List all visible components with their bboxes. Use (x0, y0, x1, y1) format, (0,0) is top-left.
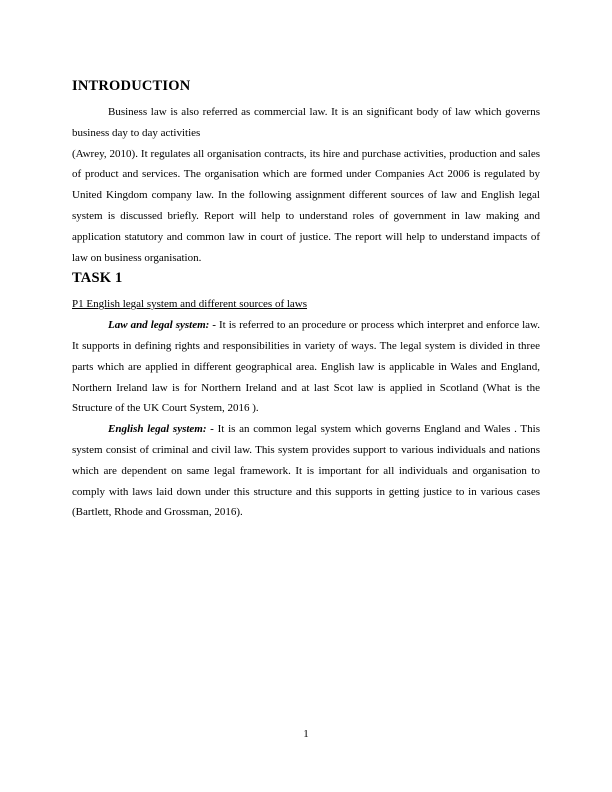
english-legal-system-term: English legal system: - (108, 423, 214, 436)
introduction-paragraph-1: Business law is also referred as commercial law. It is an significant body of law which governs business day to day activities (72, 106, 540, 139)
english-legal-system-text: It is an common legal system which governs England and Wales . This system consist of criminal and civil law. This system provides support to various individuals and nations which are dependent on same legal framework. It is important for all individuals and organisation to comply with laws laid down under this structure and this supports in getting justice to in various cases (Bartlett, Rhode and Grossman, 2016). (72, 423, 540, 519)
introduction-paragraph-2: (Awrey, 2010). It regulates all organisation contracts, its hire and purchase activities, production and sales of product and services. The organisation which are formed under Companies Act 2006 is regulated by United Kingdom company law. In the following assignment different sources of law and English legal system is discussed briefly. Report will help to understand roles of government in law making and application statutory and common law in court of justice. The report will help to understand impacts of law on business organisation. (72, 147, 540, 264)
english-legal-system-paragraph (72, 419, 540, 523)
law-and-legal-system-text: It is referred to an procedure or process which interpret and enforce law. It supports in defining rights and responsibilities in variety of ways. The legal system is divided in three parts which are applied in different geographical area. English law is applicable in Wales and England, Northern Ireland law is for Northern Ireland and at last Scot law is applied in Scotland (What is the Structure of the UK Court System, 2016 ). (72, 319, 541, 415)
page-content (72, 76, 540, 523)
law-and-legal-system-term: Law and legal system: - (108, 319, 216, 332)
task1-heading: TASK 1 (72, 270, 123, 287)
task1-subheading: P1 English legal system and different sources of laws (72, 298, 308, 311)
introduction-heading: INTRODUCTION (72, 78, 191, 94)
law-and-legal-system-paragraph (72, 315, 540, 419)
page-number: 1 (303, 728, 309, 740)
